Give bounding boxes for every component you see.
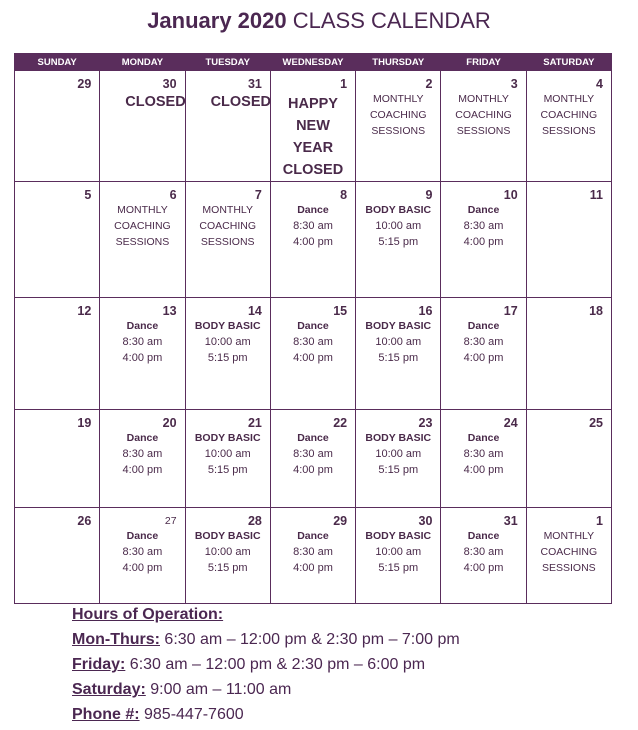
hours-value: 6:30 am – 12:00 pm & 2:30 pm – 7:00 pm — [159, 631, 460, 648]
day-number: 2 — [425, 77, 433, 91]
day-number: 25 — [589, 416, 603, 430]
day-number: 30 — [162, 77, 177, 91]
weekday-header: FRIDAY — [441, 54, 526, 71]
weekday-header-row — [15, 54, 612, 71]
week-row — [15, 298, 612, 410]
event-time: 5:15 pm — [207, 464, 248, 476]
event-class — [100, 318, 184, 366]
event-coaching — [356, 91, 440, 139]
event-line: COACHING — [114, 220, 171, 232]
event-time: 4:00 pm — [122, 562, 163, 574]
day-cell — [100, 298, 185, 410]
hours-value: 985-447-7600 — [139, 706, 244, 723]
week-row — [15, 508, 612, 604]
day-number: 1 — [596, 514, 603, 528]
event-time: 4:00 pm — [293, 562, 333, 574]
event-coaching — [527, 528, 611, 576]
day-cell — [441, 508, 526, 604]
calendar-table — [14, 53, 612, 604]
event-class — [186, 430, 270, 478]
event-line: MONTHLY — [117, 204, 168, 216]
event-time: 10:00 am — [204, 546, 251, 558]
event-name: BODY BASIC — [365, 432, 432, 444]
day-cell — [441, 71, 526, 182]
event-line: SESSIONS — [542, 562, 596, 574]
event-time: 8:30 am — [463, 336, 504, 348]
event-line: SESSIONS — [542, 125, 596, 137]
event-name: Dance — [126, 320, 159, 332]
event-line: COACHING — [369, 109, 427, 121]
event-time: 10:00 am — [204, 336, 251, 348]
event-time: 4:00 pm — [293, 464, 333, 476]
day-cell — [185, 508, 270, 604]
event-line: MONTHLY — [543, 530, 595, 542]
event-class — [271, 430, 355, 478]
event-time: 5:15 pm — [207, 352, 248, 364]
day-cell — [270, 410, 355, 508]
event-time: 4:00 pm — [463, 236, 504, 248]
weekday-header: MONDAY — [100, 54, 185, 71]
day-cell — [356, 182, 441, 298]
event-line: COACHING — [540, 546, 598, 558]
event-class — [441, 318, 525, 366]
event-name: BODY BASIC — [194, 432, 261, 444]
closed-label: CLOSED — [125, 94, 186, 110]
event-class — [100, 430, 184, 478]
event-line: MONTHLY — [543, 93, 595, 105]
day-number: 9 — [425, 188, 433, 202]
event-class — [271, 318, 355, 366]
day-cell — [526, 71, 611, 182]
event-time: 8:30 am — [293, 546, 333, 558]
event-time: 4:00 pm — [293, 236, 333, 248]
day-number: 1 — [340, 77, 348, 91]
day-number: 29 — [333, 514, 348, 528]
hours-row — [72, 652, 460, 677]
day-cell — [270, 71, 355, 182]
event-class — [271, 202, 355, 250]
event-name: BODY BASIC — [365, 204, 432, 216]
day-number: 11 — [589, 188, 603, 202]
day-cell — [356, 508, 441, 604]
day-number: 6 — [169, 188, 177, 202]
event-class — [186, 318, 270, 366]
day-number: 8 — [340, 188, 348, 202]
event-time: 8:30 am — [293, 220, 333, 232]
day-number: 21 — [247, 416, 262, 430]
hours-row — [72, 677, 460, 702]
closed-label: CLOSED — [210, 94, 271, 110]
day-number: 16 — [418, 304, 433, 318]
day-number: 31 — [503, 514, 518, 528]
day-cell — [270, 298, 355, 410]
weekday-header: THURSDAY — [356, 54, 441, 71]
event-class — [356, 430, 440, 478]
day-number: 30 — [418, 514, 433, 528]
day-number: 28 — [247, 514, 262, 528]
weekday-header: WEDNESDAY — [270, 54, 355, 71]
day-number: 4 — [596, 77, 603, 91]
day-cell — [185, 410, 270, 508]
event-class — [186, 528, 270, 576]
day-cell — [15, 508, 100, 604]
event-time: 5:15 pm — [378, 464, 419, 476]
hours-value: 9:00 am – 11:00 am — [145, 681, 292, 698]
day-cell — [100, 71, 185, 182]
event-time: 10:00 am — [375, 546, 422, 558]
day-number: 19 — [77, 416, 92, 430]
event-name: BODY BASIC — [194, 320, 261, 332]
day-cell — [185, 182, 270, 298]
day-cell — [526, 298, 611, 410]
event-line: MONTHLY — [202, 204, 253, 216]
day-cell — [15, 410, 100, 508]
event-time: 5:15 pm — [207, 562, 248, 574]
day-number: 14 — [247, 304, 262, 318]
event-coaching — [441, 91, 525, 139]
day-cell — [441, 298, 526, 410]
event-coaching — [186, 202, 270, 250]
event-time: 4:00 pm — [293, 352, 333, 364]
day-cell — [441, 410, 526, 508]
event-time: 4:00 pm — [463, 562, 504, 574]
day-cell — [270, 182, 355, 298]
day-number: 13 — [162, 304, 177, 318]
event-class — [441, 430, 525, 478]
event-time: 8:30 am — [293, 448, 333, 460]
event-line: COACHING — [455, 109, 512, 121]
event-time: 8:30 am — [293, 336, 333, 348]
closed-label: HAPPY NEW YEAR CLOSED — [282, 96, 344, 178]
day-number: 24 — [503, 416, 518, 430]
event-time: 10:00 am — [375, 220, 422, 232]
event-time: 4:00 pm — [463, 352, 504, 364]
day-number: 12 — [77, 304, 92, 318]
event-time: 8:30 am — [463, 448, 504, 460]
day-number: 17 — [503, 304, 518, 318]
event-line: SESSIONS — [371, 125, 426, 137]
hours-value: 6:30 am – 12:00 pm & 2:30 pm – 6:00 pm — [125, 656, 426, 673]
weekday-header: SUNDAY — [15, 54, 100, 71]
day-number: 20 — [162, 416, 177, 430]
day-cell — [526, 182, 611, 298]
event-time: 5:15 pm — [378, 562, 419, 574]
day-number: 26 — [77, 514, 92, 528]
day-number: 27 — [164, 515, 177, 527]
day-number: 22 — [333, 416, 348, 430]
event-name: Dance — [467, 530, 500, 542]
hours-label: Mon-Thurs: — [72, 631, 160, 648]
event-time: 8:30 am — [122, 546, 163, 558]
event-line: MONTHLY — [458, 93, 509, 105]
day-cell — [270, 508, 355, 604]
day-number: 23 — [418, 416, 433, 430]
day-cell — [526, 410, 611, 508]
day-cell — [100, 410, 185, 508]
day-cell — [356, 71, 441, 182]
day-cell — [356, 298, 441, 410]
event-time: 4:00 pm — [122, 464, 163, 476]
day-cell — [15, 71, 100, 182]
event-class — [271, 528, 355, 576]
hours-row — [72, 627, 460, 652]
event-time: 8:30 am — [463, 546, 504, 558]
weekday-header: SATURDAY — [526, 54, 611, 71]
page-title — [0, 8, 638, 34]
day-cell — [100, 182, 185, 298]
event-time: 10:00 am — [204, 448, 251, 460]
event-line: SESSIONS — [200, 236, 255, 248]
hours-heading: Hours of Operation: — [72, 606, 224, 623]
event-name: BODY BASIC — [365, 530, 432, 542]
weekday-header: TUESDAY — [185, 54, 270, 71]
hours-label: Saturday: — [72, 681, 146, 698]
day-cell — [100, 508, 185, 604]
event-name: BODY BASIC — [194, 530, 261, 542]
event-time: 10:00 am — [375, 448, 422, 460]
event-name: BODY BASIC — [365, 320, 432, 332]
day-number: 18 — [589, 304, 603, 318]
event-name: Dance — [297, 204, 329, 216]
calendar-body — [15, 71, 612, 604]
event-name: Dance — [467, 432, 500, 444]
week-row — [15, 71, 612, 182]
event-line: COACHING — [199, 220, 256, 232]
day-cell — [15, 298, 100, 410]
event-coaching — [527, 91, 611, 139]
week-row — [15, 410, 612, 508]
event-name: Dance — [297, 432, 329, 444]
event-name: Dance — [297, 320, 329, 332]
hours-label: Phone #: — [72, 706, 140, 723]
day-number: 5 — [84, 188, 92, 202]
event-time: 4:00 pm — [122, 352, 163, 364]
day-number: 7 — [254, 188, 262, 202]
event-class — [441, 202, 525, 250]
event-class — [356, 202, 440, 250]
event-class — [100, 528, 184, 576]
event-time: 8:30 am — [463, 220, 504, 232]
event-class — [356, 528, 440, 576]
event-line: MONTHLY — [372, 93, 424, 105]
day-cell — [356, 410, 441, 508]
hours-row — [72, 702, 460, 727]
day-number: 29 — [77, 77, 92, 91]
event-name: Dance — [467, 320, 500, 332]
day-number: 31 — [247, 77, 262, 91]
day-number: 10 — [503, 188, 518, 202]
event-time: 5:15 pm — [378, 352, 419, 364]
hours-label: Friday: — [72, 656, 126, 673]
day-cell — [441, 182, 526, 298]
event-class — [356, 318, 440, 366]
event-time: 10:00 am — [375, 336, 422, 348]
event-name: Dance — [126, 530, 159, 542]
event-time: 5:15 pm — [378, 236, 419, 248]
event-name: Dance — [467, 204, 500, 216]
event-line: COACHING — [540, 109, 598, 121]
event-name: Dance — [297, 530, 329, 542]
day-cell — [185, 298, 270, 410]
hours-of-operation — [72, 602, 460, 727]
day-cell — [15, 182, 100, 298]
title-month: January 2020 — [147, 8, 287, 33]
event-time: 8:30 am — [122, 336, 163, 348]
event-class — [441, 528, 525, 576]
day-number: 15 — [333, 304, 348, 318]
event-coaching — [100, 202, 184, 250]
day-cell — [526, 508, 611, 604]
event-line: SESSIONS — [456, 125, 511, 137]
week-row — [15, 182, 612, 298]
event-time: 8:30 am — [122, 448, 163, 460]
event-name: Dance — [126, 432, 159, 444]
day-number: 3 — [510, 77, 518, 91]
event-line: SESSIONS — [115, 236, 170, 248]
title-rest: CLASS CALENDAR — [286, 8, 491, 33]
event-time: 4:00 pm — [463, 464, 504, 476]
day-cell — [185, 71, 270, 182]
